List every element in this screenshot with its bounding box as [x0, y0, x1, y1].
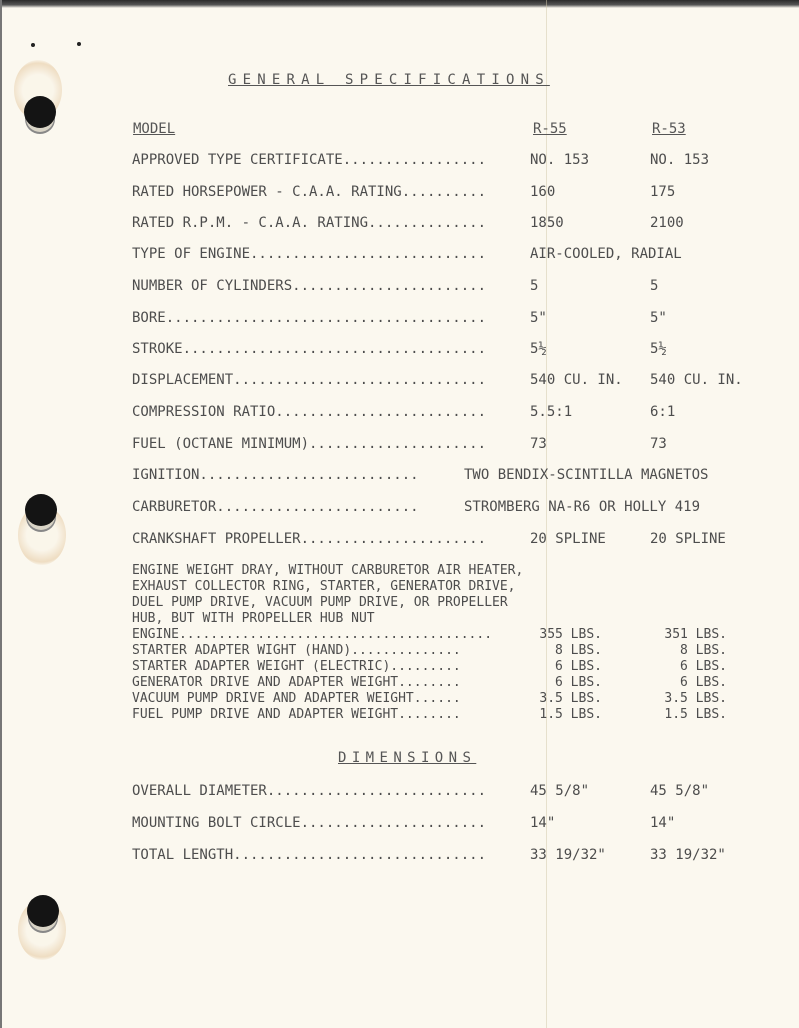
spec-value-r55: STROMBERG NA-R6 OR HOLLY 419	[464, 499, 701, 515]
spec-value-r53: 20 SPLINE	[650, 531, 726, 547]
spec-label: STROKE....................................	[132, 341, 487, 357]
dimension-label: TOTAL LENGTH..............................	[132, 847, 487, 863]
spec-label: CRANKSHAFT PROPELLER......................	[132, 531, 487, 547]
weight-value-r53: 8 LBS.	[680, 643, 727, 658]
spec-label: CARBURETOR........................	[132, 499, 419, 515]
spec-label: DISPLACEMENT..............................	[132, 372, 487, 388]
dimension-label: OVERALL DIAMETER..........................	[132, 783, 487, 799]
dimension-row	[132, 783, 710, 799]
weight-value-r55: 1.5 LBS.	[539, 707, 602, 722]
weight-note-line: DUEL PUMP DRIVE, VACUUM PUMP DRIVE, OR PROPELLER	[132, 595, 508, 610]
punch-hole-icon	[25, 494, 57, 526]
spec-value-r55: 20 SPLINE	[530, 531, 606, 547]
spec-value-r53: 6:1	[650, 404, 676, 420]
weight-label: STARTER ADAPTER WIGHT (HAND)..............	[132, 643, 461, 658]
spec-row	[132, 467, 709, 483]
spec-label: APPROVED TYPE CERTIFICATE.................	[132, 152, 487, 168]
spec-value-r55: NO. 153	[530, 152, 590, 168]
spec-label: NUMBER OF CYLINDERS.......................	[132, 278, 487, 294]
weight-value-r55: 355 LBS.	[539, 627, 602, 642]
spec-value-r53: 73	[650, 436, 667, 452]
speck	[77, 42, 81, 46]
spec-row	[132, 215, 684, 231]
weight-value-r55: 6 LBS.	[555, 659, 602, 674]
spec-value-r55: 540 CU. IN.	[530, 372, 623, 388]
spec-value-r55: 5"	[530, 310, 547, 326]
weight-value-r53: 3.5 LBS.	[664, 691, 727, 706]
weight-value-r53: 351 LBS.	[664, 627, 727, 642]
spec-row	[132, 310, 667, 326]
spec-value-r53: 175	[650, 184, 676, 200]
speck	[31, 43, 35, 47]
spec-value-r53: 5½	[650, 341, 667, 357]
spec-value-r53: 5"	[650, 310, 667, 326]
weight-row	[132, 659, 727, 675]
spec-row	[132, 341, 667, 357]
weight-row	[132, 707, 727, 723]
spec-value-r55: 73	[530, 436, 547, 452]
dimension-label: MOUNTING BOLT CIRCLE......................	[132, 815, 487, 831]
paper-left-edge	[0, 0, 2, 1028]
weight-row	[132, 675, 727, 691]
dimension-value-r53: 45 5/8"	[650, 783, 710, 799]
spec-value-r55: 5	[530, 278, 539, 294]
spec-row	[132, 499, 701, 515]
weight-value-r55: 8 LBS.	[555, 643, 602, 658]
spec-label: IGNITION..........................	[132, 467, 419, 483]
spec-row	[132, 184, 676, 200]
weight-label: GENERATOR DRIVE AND ADAPTER WEIGHT........	[132, 675, 461, 690]
spec-label: TYPE OF ENGINE............................	[132, 246, 487, 262]
weight-value-r53: 1.5 LBS.	[664, 707, 727, 722]
column-header-r55: R-55	[533, 121, 567, 137]
column-header-model: MODEL	[133, 121, 176, 137]
weight-note-line: HUB, BUT WITH PROPELLER HUB NUT	[132, 611, 375, 626]
column-header-r53: R-53	[652, 121, 686, 137]
spec-value-r53: 2100	[650, 215, 684, 231]
paper-top-edge	[0, 0, 799, 8]
spec-row	[132, 246, 682, 262]
weight-value-r55: 6 LBS.	[555, 675, 602, 690]
weight-label: STARTER ADAPTER WEIGHT (ELECTRIC).........	[132, 659, 461, 674]
dimension-value-r53: 33 19/32"	[650, 847, 726, 863]
dimension-row	[132, 815, 676, 831]
weight-value-r53: 6 LBS.	[680, 675, 727, 690]
spec-label: BORE......................................	[132, 310, 487, 326]
dimensions-heading: DIMENSIONS	[338, 750, 477, 766]
spec-row	[132, 152, 710, 168]
spec-row	[132, 372, 743, 388]
weight-row	[132, 691, 727, 707]
spec-value-r53: 5	[650, 278, 659, 294]
weight-row	[132, 643, 727, 659]
spec-value-r55: 160	[530, 184, 556, 200]
weight-label: FUEL PUMP DRIVE AND ADAPTER WEIGHT........	[132, 707, 461, 722]
weight-label: VACUUM PUMP DRIVE AND ADAPTER WEIGHT......	[132, 691, 461, 706]
spec-label: FUEL (OCTANE MINIMUM).....................	[132, 436, 487, 452]
spec-row	[132, 278, 659, 294]
weight-label: ENGINE........................................	[132, 627, 493, 642]
spec-value-r55: AIR-COOLED, RADIAL	[530, 246, 682, 262]
dimension-row	[132, 847, 726, 863]
weight-note-line: EXHAUST COLLECTOR RING, STARTER, GENERATOR DRIVE,	[132, 579, 516, 594]
weight-row	[132, 627, 727, 643]
spec-value-r55: 1850	[530, 215, 564, 231]
punch-hole-icon	[27, 895, 59, 927]
spec-label: RATED HORSEPOWER - C.A.A. RATING..........	[132, 184, 487, 200]
spec-value-r55: 5.5:1	[530, 404, 573, 420]
spec-row	[132, 404, 676, 420]
punch-hole-icon	[24, 96, 56, 128]
page-title: GENERAL SPECIFICATIONS	[228, 72, 550, 88]
spec-row	[132, 531, 726, 547]
dimension-value-r55: 33 19/32"	[530, 847, 606, 863]
spec-value-r53: 540 CU. IN.	[650, 372, 743, 388]
dimension-value-r55: 45 5/8"	[530, 783, 590, 799]
dimension-value-r55: 14"	[530, 815, 556, 831]
dimension-value-r53: 14"	[650, 815, 676, 831]
spec-value-r53: NO. 153	[650, 152, 710, 168]
weight-note-line: ENGINE WEIGHT DRAY, WITHOUT CARBURETOR AIR HEATER,	[132, 563, 524, 578]
weight-value-r55: 3.5 LBS.	[539, 691, 602, 706]
spec-value-r55: 5½	[530, 341, 547, 357]
spec-row	[132, 436, 667, 452]
spec-label: COMPRESSION RATIO.........................	[132, 404, 487, 420]
weight-value-r53: 6 LBS.	[680, 659, 727, 674]
spec-value-r55: TWO BENDIX-SCINTILLA MAGNETOS	[464, 467, 709, 483]
spec-label: RATED R.P.M. - C.A.A. RATING..............	[132, 215, 487, 231]
